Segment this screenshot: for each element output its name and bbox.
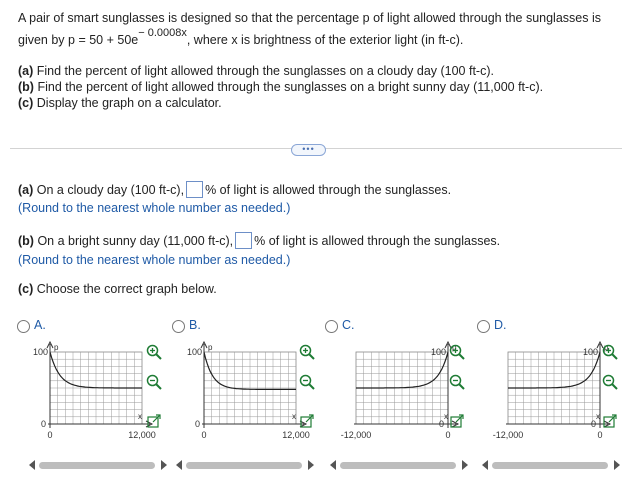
scroll-left-icon[interactable]	[29, 460, 35, 470]
option-a-letter: A.	[34, 318, 46, 332]
scroll-thumb[interactable]	[186, 462, 302, 469]
option-c-letter: C.	[342, 318, 355, 332]
answer-a-input[interactable]	[186, 181, 203, 198]
question-line-1: A pair of smart sunglasses is designed so that the percentage p of light allowed through the sunglasses is	[18, 11, 601, 25]
popout-icon[interactable]	[448, 414, 466, 432]
part-b-text: Find the percent of light allowed through the sunglasses on a bright sunny day (11,000 ft-c).	[37, 80, 544, 94]
y-tick-bottom: 0	[40, 419, 46, 429]
y-tick-top: 100	[582, 347, 598, 357]
x-tick-right: 12,000	[282, 430, 310, 440]
answer-b-label: (b)	[18, 234, 34, 248]
answer-b-suffix: % of light is allowed through the sunglasses.	[254, 234, 501, 248]
y-axis-label: p	[208, 343, 213, 352]
answer-b-input[interactable]	[235, 232, 252, 249]
option-c-radio[interactable]	[325, 320, 338, 333]
option-a-radio[interactable]	[17, 320, 30, 333]
answer-a-prefix: On a cloudy day (100 ft-c),	[36, 183, 185, 197]
scroll-right-icon[interactable]	[614, 460, 620, 470]
zoom-in-icon[interactable]	[601, 344, 619, 362]
formula-prefix: given by p = 50 + 50e	[18, 33, 139, 47]
scroll-left-icon[interactable]	[482, 460, 488, 470]
question-part-a	[18, 63, 494, 79]
popout-icon[interactable]	[298, 414, 316, 432]
zoom-in-icon[interactable]	[145, 344, 163, 362]
formula-exponent: − 0.0008x	[138, 27, 187, 39]
scroll-right-icon[interactable]	[161, 460, 167, 470]
option-b-letter: B.	[189, 318, 201, 332]
x-tick-left: -12,000	[492, 430, 524, 440]
question-part-b	[18, 79, 543, 95]
x-axis-label: x	[292, 412, 296, 421]
x-axis-label: x	[138, 412, 142, 421]
question-line-2	[18, 27, 464, 49]
answer-c	[18, 281, 217, 297]
y-tick-bottom: 0	[438, 419, 444, 429]
zoom-in-icon[interactable]	[448, 344, 466, 362]
scroll-thumb[interactable]	[39, 462, 155, 469]
zoom-out-icon[interactable]	[601, 374, 619, 392]
popout-icon[interactable]	[145, 414, 163, 432]
answer-a	[18, 181, 451, 198]
zoom-in-icon[interactable]	[298, 344, 316, 362]
y-axis-label: p	[604, 343, 609, 352]
scroll-left-icon[interactable]	[330, 460, 336, 470]
answer-b	[18, 232, 500, 249]
part-a-text: Find the percent of light allowed through the sunglasses on a cloudy day (100 ft-c).	[36, 64, 494, 78]
answer-c-text: Choose the correct graph below.	[36, 282, 217, 296]
more-button[interactable]: •••	[291, 144, 326, 156]
option-d-letter: D.	[494, 318, 507, 332]
answer-a-label: (a)	[18, 183, 34, 197]
part-c-text: Display the graph on a calculator.	[36, 96, 222, 110]
y-tick-top: 100	[430, 347, 446, 357]
option-d-graph[interactable]	[482, 340, 607, 450]
answer-b-hint: (Round to the nearest whole number as needed.)	[18, 253, 291, 267]
answer-a-hint: (Round to the nearest whole number as needed.)	[18, 201, 291, 215]
x-tick-left: 0	[47, 430, 53, 440]
option-d-scrollbar[interactable]	[482, 460, 622, 470]
y-axis-label: p	[452, 343, 457, 352]
option-d-radio[interactable]	[477, 320, 490, 333]
zoom-out-icon[interactable]	[298, 374, 316, 392]
option-a-graph[interactable]	[22, 340, 156, 450]
option-b-scrollbar[interactable]	[176, 460, 316, 470]
question-part-c	[18, 95, 222, 111]
scroll-thumb[interactable]	[340, 462, 456, 469]
x-axis-label: x	[596, 412, 600, 421]
scroll-right-icon[interactable]	[308, 460, 314, 470]
option-c-scrollbar[interactable]	[330, 460, 470, 470]
scroll-left-icon[interactable]	[176, 460, 182, 470]
option-c-graph[interactable]	[330, 340, 455, 450]
answer-c-label: (c)	[18, 282, 34, 296]
x-axis-label: x	[444, 412, 448, 421]
y-axis-label: p	[54, 343, 59, 352]
x-tick-right: 0	[445, 430, 451, 440]
part-b-label: (b)	[18, 80, 34, 94]
y-tick-bottom: 0	[590, 419, 596, 429]
zoom-out-icon[interactable]	[145, 374, 163, 392]
option-b-radio[interactable]	[172, 320, 185, 333]
y-tick-bottom: 0	[194, 419, 200, 429]
answer-b-prefix: On a bright sunny day (11,000 ft-c),	[37, 234, 234, 248]
part-c-label: (c)	[18, 96, 34, 110]
scroll-right-icon[interactable]	[462, 460, 468, 470]
answer-a-suffix: % of light is allowed through the sunglasses.	[205, 183, 452, 197]
option-a-scrollbar[interactable]	[29, 460, 169, 470]
x-tick-left: 0	[201, 430, 207, 440]
y-tick-top: 100	[32, 347, 48, 357]
formula-suffix: , where x is brightness of the exterior light (in ft-c).	[186, 33, 464, 47]
x-tick-left: -12,000	[340, 430, 372, 440]
zoom-out-icon[interactable]	[448, 374, 466, 392]
scroll-thumb[interactable]	[492, 462, 608, 469]
part-a-label: (a)	[18, 64, 34, 78]
x-tick-right: 0	[597, 430, 603, 440]
x-tick-right: 12,000	[128, 430, 156, 440]
option-b-graph[interactable]	[176, 340, 310, 450]
popout-icon[interactable]	[601, 414, 619, 432]
y-tick-top: 100	[186, 347, 202, 357]
